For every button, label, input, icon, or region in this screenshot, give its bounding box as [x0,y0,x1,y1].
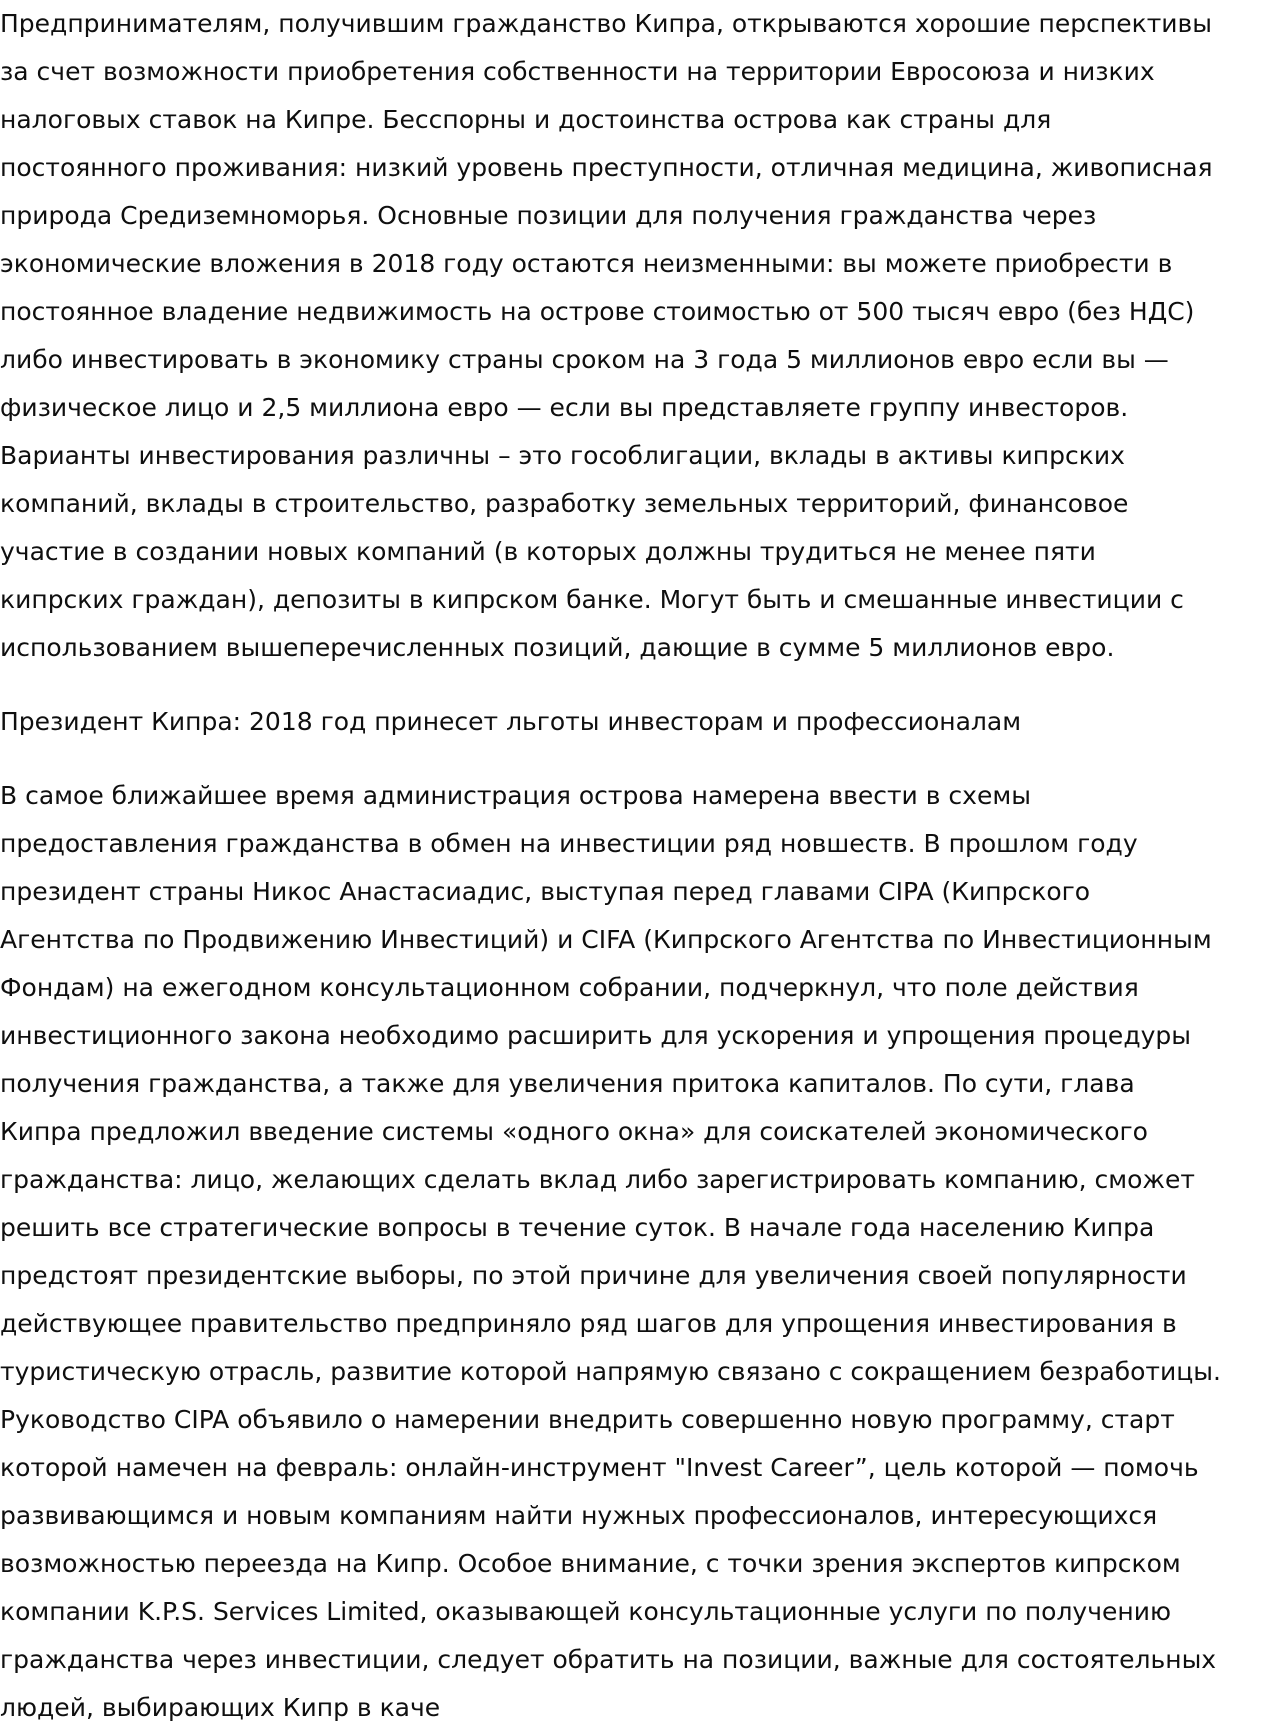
text-line: В самое ближайшее время администрация острова намерена ввести в схемы [0,781,1031,810]
text-line: Фондам) на ежегодном консультационном собрании, подчеркнул, что поле действия [0,973,1139,1002]
text-line: Агентства по Продвижению Инвестиций) и CIFA (Кипрского Агентства по Инвестиционным [0,925,1212,954]
text-line: действующее правительство предприняло ряд шагов для упрощения инвестирования в [0,1309,1177,1338]
text-line: постоянного проживания: низкий уровень преступности, отличная медицина, живописная [0,153,1213,182]
text-line: получения гражданства, а также для увеличения притока капиталов. По сути, глава [0,1069,1135,1098]
section-heading-text: Президент Кипра: 2018 год принесет льготы инвесторам и профессионалам [0,707,1022,736]
text-line: президент страны Никос Анастасиадис, выступая перед главами CIPA (Кипрского [0,877,1091,906]
text-line: гражданства: лицо, желающих сделать вклад либо зарегистрировать компанию, сможет [0,1165,1195,1194]
text-line: Руководство CIPA объявило о намерении внедрить совершенно новую программу, старт [0,1405,1175,1434]
text-line: использованием вышеперечисленных позиций, дающие в сумме 5 миллионов евро. [0,633,1115,662]
text-line: экономические вложения в 2018 году остаются неизменными: вы можете приобрести в [0,249,1173,278]
text-line: возможностью переезда на Кипр. Особое внимание, с точки зрения экспертов кипрском [0,1549,1181,1578]
text-line: либо инвестировать в экономику страны сроком на 3 года 5 миллионов евро если вы — [0,345,1169,374]
section-heading [0,698,1270,746]
text-line: людей, выбирающих Кипр в каче [0,1693,441,1722]
text-line: за счет возможности приобретения собственности на территории Евросоюза и низких [0,57,1155,86]
text-line: Варианты инвестирования различны – это гособлигации, вклады в активы кипрских [0,441,1125,470]
text-line: кипрских граждан), депозиты в кипрском банке. Могут быть и смешанные инвестиции с [0,585,1184,614]
text-line: компаний, вклады в строительство, разработку земельных территорий, финансовое [0,489,1129,518]
text-line: Кипра предложил введение системы «одного окна» для соискателей экономического [0,1117,1148,1146]
text-line: инвестиционного закона необходимо расширить для ускорения и упрощения процедуры [0,1021,1192,1050]
intro-paragraph [0,0,1270,672]
text-line: Предпринимателям, получившим гражданство Кипра, открываются хорошие перспективы [0,9,1212,38]
text-line: которой намечен на февраль: онлайн-инструмент "Invest Career”, цель которой — помочь [0,1453,1199,1482]
text-line: физическое лицо и 2,5 миллиона евро — если вы представляете группу инвесторов. [0,393,1129,422]
text-line: решить все стратегические вопросы в течение суток. В начале года населению Кипра [0,1213,1155,1242]
text-line: природа Средиземноморья. Основные позиции для получения гражданства через [0,201,1097,230]
text-line: гражданства через инвестиции, следует обратить на позиции, важные для состоятельных [0,1645,1217,1674]
text-line: предоставления гражданства в обмен на инвестиции ряд новшеств. В прошлом году [0,829,1138,858]
text-line: развивающимся и новым компаниям найти нужных профессионалов, интересующихся [0,1501,1158,1530]
text-line: компании K.P.S. Services Limited, оказывающей консультационные услуги по получению [0,1597,1172,1626]
text-line: туристическую отрасль, развитие которой напрямую связано с сокращением безработицы. [0,1357,1221,1386]
text-line: постоянное владение недвижимость на острове стоимостью от 500 тысяч евро (без НДС) [0,297,1195,326]
text-line: предстоят президентские выборы, по этой причине для увеличения своей популярности [0,1261,1187,1290]
text-line: участие в создании новых компаний (в которых должны трудиться не менее пяти [0,537,1096,566]
text-line: налоговых ставок на Кипре. Бесспорны и достоинства острова как страны для [0,105,1052,134]
main-paragraph [0,772,1270,1732]
